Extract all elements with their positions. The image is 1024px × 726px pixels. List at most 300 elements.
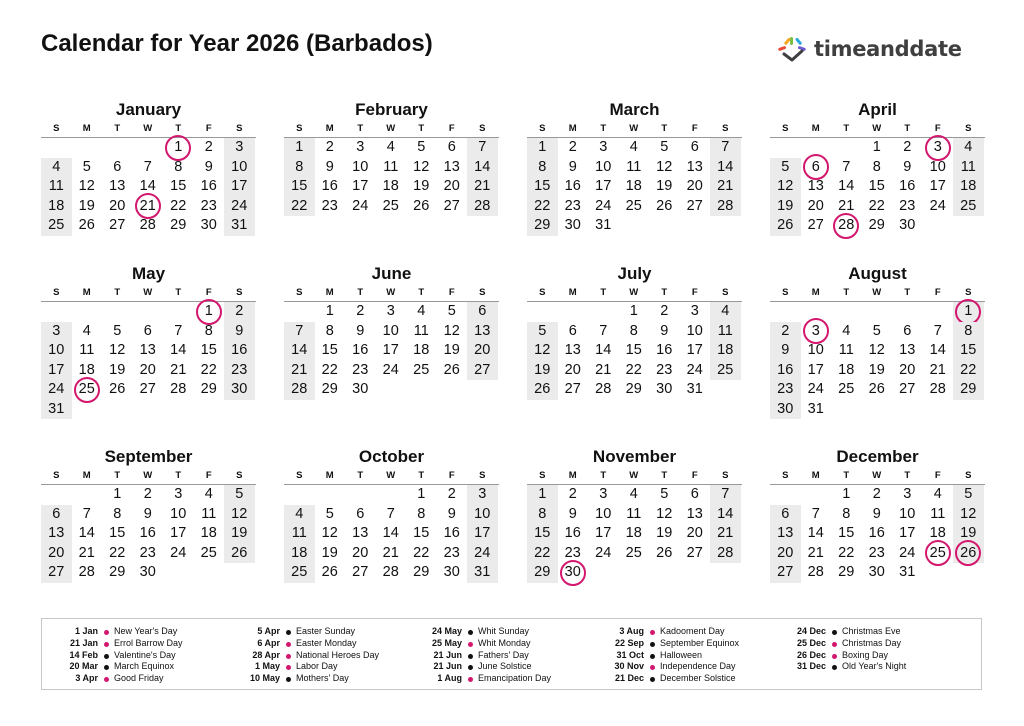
day-cell: 29 [321, 381, 338, 397]
legend-date: 10 May [249, 673, 280, 684]
empty-cell [284, 302, 315, 322]
page-title: Calendar for Year 2026 (Barbados) [41, 30, 433, 57]
legend-item [774, 661, 956, 673]
weekday-header [41, 468, 256, 485]
day-cell: 14 [467, 158, 498, 178]
day-cell: 21 [807, 544, 824, 561]
day-cell: 2 [447, 486, 456, 502]
day-cell: 11 [201, 505, 217, 522]
day-cell: 25 [625, 544, 642, 561]
legend-item [46, 638, 228, 650]
day-cell: 4 [284, 505, 315, 525]
day-cell: 23 [139, 544, 156, 561]
day-cell: 18 [953, 177, 984, 197]
legend-name: Christmas Day [842, 637, 902, 648]
holiday-dot-icon [104, 677, 109, 682]
day-cell: 7 [710, 485, 741, 505]
day-cell: 17 [467, 524, 498, 544]
empty-cell [102, 138, 133, 158]
day-cell: 14 [838, 178, 855, 194]
legend-item [592, 661, 774, 673]
day-cell: 2 [660, 303, 669, 319]
day-cell: 7 [82, 505, 91, 522]
day-grid [41, 485, 256, 583]
holiday-dot-icon [286, 665, 291, 670]
day-cell: 26 [527, 380, 558, 400]
day-cell: 4 [933, 486, 942, 502]
weekday-label: S [539, 287, 546, 298]
day-cell: 13 [564, 342, 581, 358]
day-cell: 10 [595, 158, 612, 175]
day-cell: 6 [447, 139, 456, 155]
month-may [41, 263, 256, 419]
day-cell: 31 [686, 381, 703, 397]
legend-name: Kadooment Day [660, 626, 725, 636]
day-cell: 20 [686, 178, 703, 194]
timeanddate-logo[interactable] [776, 34, 962, 64]
day-cell: 19 [321, 544, 338, 561]
empty-cell [710, 380, 741, 400]
day-cell: 6 [770, 505, 801, 525]
legend-date: 21 Jun [433, 661, 462, 672]
day-cell: 30 [352, 381, 369, 397]
legend-name: Emancipation Day [478, 673, 552, 684]
day-cell: 6 [903, 322, 912, 339]
day-cell: 15 [838, 525, 855, 541]
empty-cell [376, 380, 407, 400]
day-cell: 17 [686, 342, 703, 358]
weekday-label: W [872, 287, 882, 298]
day-cell: 31 [595, 217, 612, 233]
observance-dot-icon [832, 665, 837, 670]
empty-cell [72, 485, 103, 505]
day-cell: 12 [109, 342, 126, 358]
holiday-dot-icon [104, 630, 109, 635]
day-cell: 15 [170, 178, 187, 194]
day-cell: 30 [200, 217, 217, 233]
day-cell: 30 [139, 564, 156, 580]
day-cell: 5 [325, 505, 334, 522]
month-july [527, 263, 742, 400]
day-cell: 25 [625, 197, 642, 214]
weekday-label: F [934, 123, 941, 134]
legend-item [410, 650, 592, 662]
day-cell: 24 [807, 381, 824, 397]
weekday-label: S [722, 470, 729, 481]
day-cell: 25 [382, 197, 399, 214]
legend-column [592, 626, 774, 685]
empty-cell [649, 216, 680, 236]
legend-name: December Solstice [660, 673, 736, 684]
day-cell: 10 [467, 505, 498, 525]
holiday-day-cell: 21 [133, 197, 164, 217]
day-cell: 9 [143, 505, 152, 522]
day-cell: 20 [443, 178, 460, 194]
day-cell: 9 [204, 158, 213, 175]
day-grid [41, 138, 256, 236]
day-cell: 21 [710, 524, 741, 544]
legend-name: Good Friday [114, 673, 164, 684]
day-cell: 24 [595, 544, 612, 561]
day-cell: 29 [170, 217, 187, 233]
weekday-label: M [568, 287, 577, 298]
weekday-label: T [904, 470, 911, 481]
day-cell: 18 [710, 341, 741, 361]
weekday-label: T [661, 470, 668, 481]
day-cell: 9 [568, 505, 577, 522]
day-cell: 1 [842, 486, 851, 502]
day-grid [527, 138, 742, 236]
weekday-label: S [479, 470, 486, 481]
empty-cell [710, 216, 741, 236]
day-cell: 2 [325, 139, 334, 155]
month-name: June [371, 264, 412, 283]
empty-cell [892, 400, 923, 420]
empty-cell [163, 302, 194, 322]
day-cell: 21 [929, 361, 946, 378]
weekday-label: W [872, 470, 882, 481]
empty-cell [862, 302, 893, 322]
weekday-label: W [872, 123, 882, 134]
day-cell: 27 [109, 217, 126, 233]
empty-cell [831, 400, 862, 420]
day-cell: 26 [770, 216, 801, 236]
empty-cell [770, 302, 801, 322]
legend-date: 1 May [254, 661, 280, 672]
day-cell: 3 [356, 139, 365, 155]
day-cell: 20 [564, 361, 581, 378]
day-cell: 16 [352, 342, 369, 358]
day-cell: 15 [200, 342, 217, 358]
day-cell: 25 [284, 563, 315, 583]
day-grid [527, 302, 742, 400]
weekday-label: S [479, 287, 486, 298]
day-cell: 10 [807, 342, 824, 358]
day-cell: 12 [321, 525, 338, 541]
weekday-header [527, 121, 742, 138]
empty-cell [619, 563, 650, 583]
day-cell: 11 [953, 158, 984, 178]
weekday-label: F [934, 470, 941, 481]
legend-date: 28 Apr [252, 649, 280, 660]
legend-date: 3 Aug [619, 626, 644, 636]
day-cell: 16 [564, 178, 581, 194]
weekday-label: T [175, 287, 182, 298]
weekday-label: T [418, 470, 425, 481]
day-cell: 23 [564, 197, 581, 214]
legend-item [228, 650, 410, 662]
empty-cell [862, 400, 893, 420]
day-cell: 11 [41, 177, 72, 197]
day-cell: 18 [284, 544, 315, 564]
day-cell: 3 [386, 303, 395, 319]
day-cell: 13 [770, 524, 801, 544]
day-cell: 14 [139, 178, 156, 194]
day-cell: 15 [953, 341, 984, 361]
day-cell: 8 [527, 505, 558, 525]
weekday-label: F [448, 470, 455, 481]
legend-item [774, 626, 956, 638]
day-cell: 4 [386, 139, 395, 155]
weekday-label: W [629, 470, 639, 481]
day-cell: 20 [109, 197, 126, 214]
legend-column [228, 626, 410, 685]
day-cell: 20 [770, 544, 801, 564]
holiday-day-cell: 25 [923, 544, 954, 564]
day-cell: 14 [170, 342, 187, 358]
day-cell: 23 [321, 197, 338, 214]
empty-cell [953, 563, 984, 583]
day-cell: 28 [467, 197, 498, 217]
weekday-label: S [479, 123, 486, 134]
day-cell: 14 [78, 525, 95, 541]
day-cell: 18 [625, 525, 642, 541]
weekday-label: F [691, 470, 698, 481]
weekday-label: T [904, 123, 911, 134]
legend-date: 31 Dec [796, 661, 826, 672]
empty-cell [467, 380, 498, 400]
empty-cell [527, 302, 558, 322]
weekday-label: T [114, 287, 121, 298]
day-cell: 7 [599, 322, 608, 339]
holiday-day-cell: 30 [558, 563, 589, 583]
day-cell: 27 [352, 564, 369, 580]
day-cell: 19 [109, 361, 126, 378]
day-cell: 18 [413, 342, 430, 358]
holiday-dot-icon [468, 642, 473, 647]
weekday-label: S [965, 470, 972, 481]
day-cell: 30 [868, 564, 885, 580]
day-cell: 4 [417, 303, 426, 319]
legend-date: 20 Mar [69, 661, 98, 672]
weekday-header [284, 285, 499, 302]
legend-item [592, 626, 774, 638]
legend-item [410, 626, 592, 638]
legend-name: Christmas Eve [842, 626, 901, 636]
day-cell: 10 [929, 158, 946, 175]
day-cell: 24 [929, 197, 946, 214]
day-cell: 26 [413, 197, 430, 214]
legend-date: 25 May [431, 637, 462, 648]
observance-dot-icon [104, 654, 109, 659]
day-cell: 26 [109, 381, 126, 397]
weekday-label: F [691, 123, 698, 134]
weekday-header [770, 468, 985, 485]
day-cell: 15 [868, 178, 885, 194]
day-cell: 17 [929, 178, 946, 194]
day-cell: 1 [325, 303, 334, 319]
day-cell: 14 [284, 341, 315, 361]
day-cell: 13 [899, 342, 916, 358]
weekday-label: F [448, 287, 455, 298]
empty-cell [41, 302, 72, 322]
month-name: March [609, 100, 660, 119]
legend-name: Easter Monday [296, 637, 357, 648]
legend-date: 1 Aug [437, 673, 462, 684]
day-cell: 5 [660, 486, 669, 502]
day-cell: 13 [686, 158, 703, 175]
weekday-label: T [357, 123, 364, 134]
weekday-label: M [82, 287, 91, 298]
month-name: May [131, 264, 166, 283]
day-cell: 31 [467, 563, 498, 583]
day-cell: 13 [41, 524, 72, 544]
legend-date: 24 May [431, 626, 462, 636]
legend-name: Whit Monday [478, 637, 531, 648]
empty-cell [194, 563, 225, 583]
day-cell: 11 [413, 322, 429, 339]
observance-dot-icon [286, 630, 291, 635]
legend-column [774, 626, 956, 673]
day-cell: 19 [78, 197, 95, 214]
day-cell: 4 [842, 322, 851, 339]
day-cell: 16 [564, 525, 581, 541]
empty-cell [102, 302, 133, 322]
day-cell: 14 [710, 505, 741, 525]
weekday-label: S [236, 123, 243, 134]
day-cell: 25 [41, 216, 72, 236]
day-cell: 22 [284, 197, 315, 217]
day-cell: 24 [686, 361, 703, 378]
legend-item [774, 650, 956, 662]
day-cell: 1 [527, 138, 558, 158]
weekday-label: S [296, 287, 303, 298]
weekday-label: M [568, 123, 577, 134]
month-november [527, 446, 742, 583]
day-cell: 23 [200, 197, 217, 214]
legend-column [46, 626, 228, 685]
day-cell: 2 [568, 139, 577, 155]
day-cell: 6 [690, 486, 699, 502]
empty-cell [831, 138, 862, 158]
weekday-label: S [782, 123, 789, 134]
day-cell: 23 [352, 361, 369, 378]
day-cell: 28 [929, 381, 946, 397]
day-cell: 10 [382, 322, 399, 339]
empty-cell [892, 302, 923, 322]
month-march [527, 99, 742, 236]
empty-cell [770, 138, 801, 158]
day-cell: 14 [382, 525, 399, 541]
day-cell: 2 [568, 486, 577, 502]
legend-item [228, 638, 410, 650]
day-cell: 19 [443, 342, 460, 358]
holiday-day-cell: 6 [801, 158, 832, 178]
empty-cell [680, 563, 711, 583]
day-cell: 26 [656, 197, 673, 214]
weekday-label: S [296, 123, 303, 134]
day-cell: 27 [41, 563, 72, 583]
legend-date: 25 Dec [796, 637, 826, 648]
weekday-label: M [568, 470, 577, 481]
day-cell: 28 [382, 564, 399, 580]
day-cell: 3 [174, 486, 183, 502]
day-cell: 17 [352, 178, 369, 194]
month-april [770, 99, 985, 236]
weekday-label: T [843, 123, 850, 134]
day-cell: 13 [352, 525, 369, 541]
day-cell: 9 [447, 505, 456, 522]
empty-cell [770, 485, 801, 505]
day-cell: 3 [599, 139, 608, 155]
weekday-label: S [53, 287, 60, 298]
legend-date: 26 Dec [796, 649, 826, 660]
legend-date: 21 Jun [433, 649, 462, 660]
day-cell: 25 [838, 381, 855, 397]
day-cell: 1 [417, 486, 426, 502]
day-cell: 29 [413, 564, 430, 580]
day-cell: 21 [382, 544, 399, 561]
legend-date: 3 Apr [75, 673, 98, 684]
month-june [284, 263, 499, 400]
day-cell: 7 [174, 322, 183, 339]
day-cell: 27 [899, 381, 916, 397]
holiday-dot-icon [468, 677, 473, 682]
weekday-label: S [236, 287, 243, 298]
holiday-dot-icon [832, 654, 837, 659]
day-cell: 27 [467, 361, 498, 381]
day-cell: 1 [629, 303, 638, 319]
empty-cell [588, 563, 619, 583]
weekday-label: M [325, 287, 334, 298]
legend-date: 1 Jan [74, 626, 98, 636]
legend-name: Halloween [660, 649, 703, 660]
day-cell: 18 [41, 197, 72, 217]
day-cell: 5 [953, 485, 984, 505]
day-cell: 13 [139, 342, 156, 358]
legend-name: National Heroes Day [296, 649, 380, 660]
day-cell: 28 [139, 217, 156, 233]
day-cell: 8 [872, 158, 881, 175]
day-cell: 17 [899, 525, 916, 541]
day-cell: 24 [382, 361, 399, 378]
day-cell: 12 [868, 342, 885, 358]
empty-cell [41, 138, 72, 158]
weekday-label: W [629, 123, 639, 134]
month-name: November [592, 447, 677, 466]
day-cell: 15 [527, 524, 558, 544]
weekday-label: T [600, 123, 607, 134]
day-cell: 28 [807, 564, 824, 580]
day-cell: 8 [113, 505, 122, 522]
day-cell: 2 [356, 303, 365, 319]
weekday-label: T [175, 123, 182, 134]
observance-dot-icon [468, 630, 473, 635]
month-name: April [858, 100, 897, 119]
legend-item [592, 673, 774, 685]
day-cell: 11 [930, 505, 946, 522]
day-cell: 10 [224, 158, 255, 178]
day-cell: 11 [626, 158, 642, 175]
day-cell: 29 [838, 564, 855, 580]
day-cell: 20 [467, 341, 498, 361]
day-cell: 6 [113, 158, 122, 175]
day-cell: 4 [953, 138, 984, 158]
legend-name: June Solstice [478, 661, 532, 672]
day-cell: 15 [527, 177, 558, 197]
day-cell: 6 [143, 322, 152, 339]
legend-date: 22 Sep [614, 637, 644, 648]
day-grid [527, 485, 742, 583]
day-cell: 18 [929, 525, 946, 541]
day-cell: 18 [838, 361, 855, 378]
day-cell: 25 [200, 544, 217, 561]
legend-name: Valentine's Day [114, 649, 176, 660]
day-cell: 5 [82, 158, 91, 175]
day-cell: 28 [710, 544, 741, 564]
legend-item [228, 626, 410, 638]
logo-burst-icon [776, 36, 810, 62]
